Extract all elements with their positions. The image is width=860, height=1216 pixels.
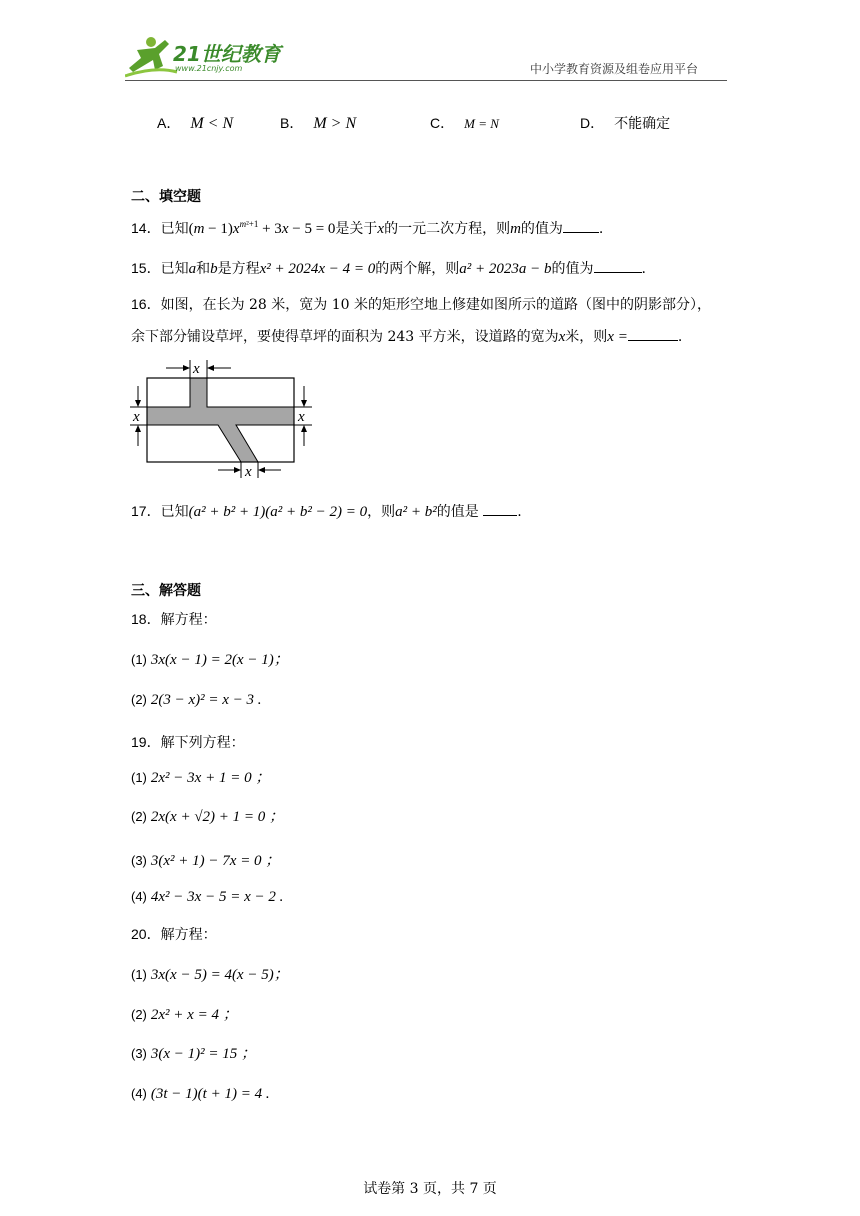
option-a: A． M < N — [157, 115, 234, 132]
q19-item-2: (2) 2x(x + √2) + 1 = 0 ； — [131, 809, 285, 825]
q20-item-3: (3) 3(x − 1)² = 15 ； — [131, 1046, 257, 1062]
label-x-right: x — [298, 409, 305, 425]
logo-title: 21世纪教育 — [173, 42, 281, 66]
question-16-line1: 16．如图，在长为 28 米，宽为 10 米的矩形空地上修建如图所示的道路（图中的阴影部分）， — [131, 296, 712, 313]
q20-item-1: (1) 3x(x − 5) = 4(x − 5)； — [131, 967, 289, 983]
road-diagram — [128, 356, 318, 482]
question-19: 19．解下列方程： — [131, 734, 245, 751]
page-footer: 试卷第 3 页，共 7 页 — [363, 1181, 497, 1197]
question-15: 15．已知a和b是方程x² + 2024x − 4 = 0的两个解，则a² + 2023a − b的值为 . — [131, 260, 646, 277]
q19-item-1: (1) 2x² − 3x + 1 = 0 ； — [131, 770, 271, 786]
question-17: 17．已知(a² + b² + 1)(a² + b² − 2) = 0，则a² + b²的值是 . — [131, 503, 522, 520]
section-title-fill-in: 二、填空题 — [131, 189, 201, 205]
site-tag: 中小学教育资源及组卷应用平台 — [530, 62, 699, 76]
question-16-line2: 余下部分铺设草坪，要使得草坪的面积为 243 平方米，设道路的宽为x米，则x = . — [131, 329, 683, 345]
label-x-top: x — [193, 361, 200, 377]
logo — [125, 36, 295, 80]
q20-item-4: (4) (3t − 1)(t + 1) = 4 . — [131, 1086, 270, 1102]
option-c: C． M = N — [430, 115, 499, 131]
q20-item-2: (2) 2x² + x = 4 ； — [131, 1007, 238, 1023]
question-14: 14．已知$(m - 1)x^{m^2+1} + 3x - 5 = 0$是关于x的一元二次方程，则m的值为 . — [131, 219, 604, 237]
q19-item-4: (4) 4x² − 3x − 5 = x − 2 . — [131, 889, 284, 905]
question-18: 18．解方程： — [131, 611, 217, 628]
header-divider — [125, 80, 727, 81]
q18-item-1: (1) 3x(x − 1) = 2(x − 1)； — [131, 652, 289, 668]
option-b: B． M > N — [280, 115, 357, 132]
section-title-answer: 三、解答题 — [131, 583, 201, 599]
option-d: D． 不能确定 — [580, 115, 671, 132]
q18-item-2: (2) 2(3 − x)² = x − 3 . — [131, 692, 262, 708]
road-figure — [128, 356, 318, 482]
label-x-bottom: x — [245, 464, 252, 480]
logo-url: www.21cnjy.com — [175, 64, 243, 73]
question-20: 20．解方程： — [131, 926, 217, 943]
label-x-left: x — [133, 409, 140, 425]
q19-item-3: (3) 3(x² + 1) − 7x = 0 ； — [131, 853, 281, 869]
